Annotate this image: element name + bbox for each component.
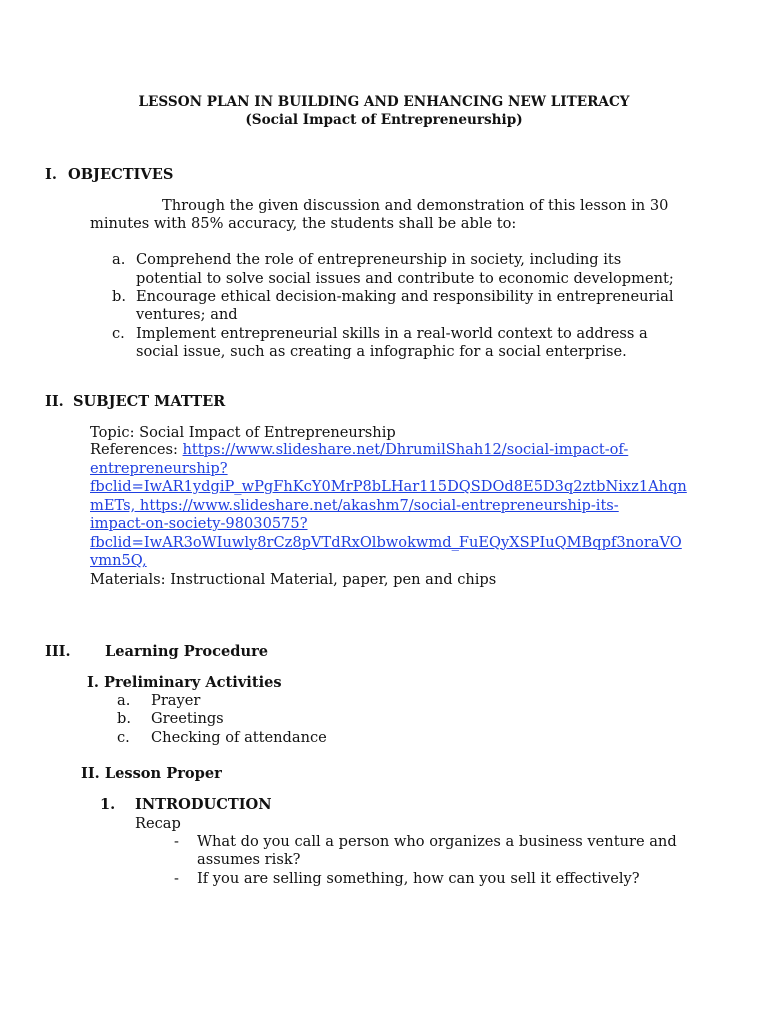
objective-b-line2: ventures; and (136, 306, 238, 323)
objective-c-line1: Implement entrepreneurial skills in a real-world context to address a (136, 325, 648, 342)
subject-matter-heading: SUBJECT MATTER (73, 393, 226, 410)
question-dash: - (174, 870, 179, 887)
learning-procedure-heading-number: III. (45, 643, 71, 660)
preliminary-marker-c: c. (117, 729, 130, 746)
reference-link[interactable]: mETs, https://www.slideshare.net/akashm7/social-entrepreneurship-its- (90, 496, 619, 514)
preliminary-marker-b: b. (117, 710, 131, 727)
objective-b-line1: Encourage ethical decision-making and responsibility in entrepreneurial (136, 288, 674, 305)
document-title: LESSON PLAN IN BUILDING AND ENHANCING NEW LITERACY (138, 94, 630, 110)
objectives-heading: OBJECTIVES (68, 166, 174, 183)
topic-line: Topic: Social Impact of Entrepreneurship (90, 424, 396, 441)
objective-marker-c: c. (112, 325, 125, 342)
preliminary-marker-a: a. (117, 692, 131, 709)
recap-label: Recap (135, 815, 181, 832)
reference-link[interactable]: vmn5Q, (90, 552, 147, 569)
reference-link[interactable]: entrepreneurship? (90, 459, 228, 477)
preliminary-item-attendance: Checking of attendance (151, 729, 327, 746)
question-2-line1: If you are selling something, how can you sell it effectively? (197, 870, 640, 887)
lesson-proper-heading: II. Lesson Proper (81, 765, 222, 782)
introduction-heading: INTRODUCTION (135, 796, 272, 813)
preliminary-item-greetings: Greetings (151, 710, 224, 727)
reference-link[interactable]: https://www.slideshare.net/DhrumilShah12/social-impact-of- (182, 441, 629, 458)
objective-marker-a: a. (112, 251, 126, 268)
objective-c-line2: social issue, such as creating a infographic for a social enterprise. (136, 343, 627, 360)
preliminary-item-prayer: Prayer (151, 692, 201, 709)
preliminary-activities-heading: I. Preliminary Activities (87, 674, 282, 691)
objectives-intro-line2: minutes with 85% accuracy, the students shall be able to: (90, 215, 517, 232)
introduction-number: 1. (100, 796, 116, 813)
objective-marker-b: b. (112, 288, 126, 305)
references-label: References: (90, 441, 183, 458)
objective-a-line2: potential to solve social issues and contribute to economic development; (136, 270, 674, 287)
question-1-line2: assumes risk? (197, 851, 301, 868)
question-1-line1: What do you call a person who organizes a business venture and (197, 833, 677, 850)
reference-link[interactable]: impact-on-society-98030575? (90, 515, 308, 532)
document-subtitle: (Social Impact of Entrepreneurship) (245, 112, 523, 128)
reference-link[interactable]: fbclid=IwAR3oWIuwly8rCz8pVTdRxOlbwokwmd_FuEQyXSPIuQMBqpf3noraVO (90, 533, 682, 551)
objective-a-line1: Comprehend the role of entrepreneurship in society, including its (136, 251, 622, 268)
question-dash: - (174, 833, 179, 850)
materials-line: Materials: Instructional Material, paper, pen and chips (90, 570, 497, 588)
learning-procedure-heading: Learning Procedure (105, 643, 269, 660)
objectives-intro-line1: Through the given discussion and demonstration of this lesson in 30 (162, 197, 669, 214)
reference-link[interactable]: fbclid=IwAR1ydgiP_wPgFhKcY0MrP8bLHar115DQSDOd8E5D3q2ztbNixz1Ahqn (90, 478, 687, 495)
references-block (90, 441, 690, 589)
objectives-heading-number: I. (45, 166, 57, 183)
references-line-1 (90, 441, 690, 460)
subject-matter-heading-number: II. (45, 393, 64, 410)
